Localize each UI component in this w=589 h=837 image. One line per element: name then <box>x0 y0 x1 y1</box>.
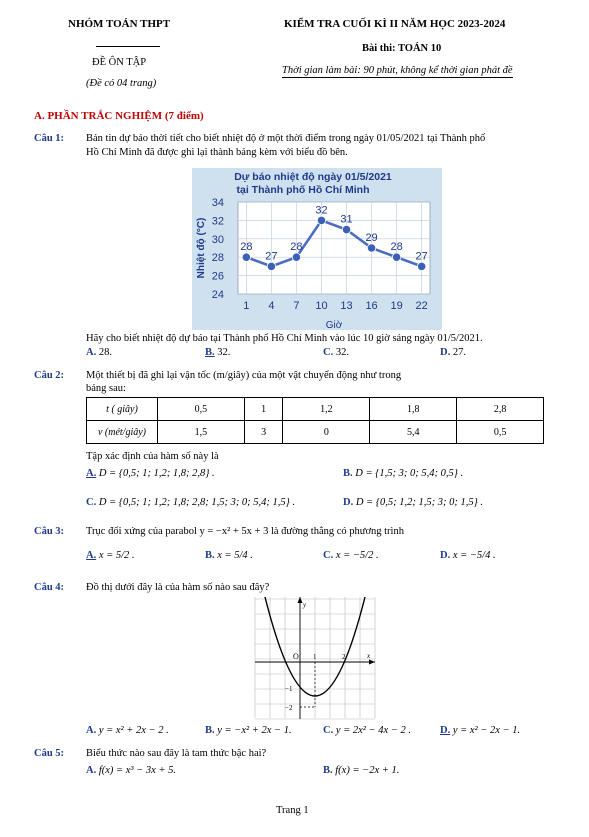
subject: Bài thi: TOÁN 10 <box>362 43 442 54</box>
page-number: Trang 1 <box>276 805 309 816</box>
q5-text: Biểu thức nào sau đây là tam thức bậc hai? <box>86 748 267 759</box>
q2-label: Câu 2: <box>34 370 65 381</box>
option-letter-correct: A. <box>86 550 97 561</box>
table-row <box>87 421 544 444</box>
option-text: D = {0,5; 1,2; 1,5; 3; 0; 1,5} . <box>355 497 484 508</box>
q2-option-c[interactable] <box>86 497 295 508</box>
option-letter: C. <box>323 347 334 358</box>
option-letter-correct: D. <box>440 725 451 736</box>
option-text: 32. <box>335 347 349 358</box>
table-cell: 3 <box>244 421 283 444</box>
y-tick-m2: −2 <box>285 704 293 712</box>
option-text: x = −5/2 . <box>335 550 379 561</box>
x-axis-title: Giờ <box>325 320 343 330</box>
q5-option-b[interactable] <box>323 765 399 776</box>
x-axis-label: x <box>367 652 371 660</box>
option-letter: B. <box>323 765 333 776</box>
x-tick-label: 1 <box>243 300 250 312</box>
option-letter: A. <box>86 765 97 776</box>
data-point <box>342 225 350 233</box>
option-letter: D. <box>440 550 451 561</box>
table-cell: 5,4 <box>370 421 457 444</box>
q2-text-line1: Một thiết bị đã ghi lại vận tốc (m/giây) của một vật chuyển động như trong <box>86 370 402 381</box>
q3-option-a[interactable] <box>86 550 135 561</box>
data-point <box>392 253 400 261</box>
option-text: y = x² + 2x − 2 . <box>98 725 169 736</box>
option-letter: B. <box>343 468 353 479</box>
data-label: 27 <box>265 250 278 263</box>
q4-option-a[interactable] <box>86 725 169 736</box>
data-label: 27 <box>415 250 428 263</box>
q5-option-a[interactable] <box>86 765 176 776</box>
table-cell: 0,5 <box>158 398 245 421</box>
data-label: 28 <box>390 241 403 254</box>
option-letter: D. <box>440 347 451 358</box>
org-name: NHÓM TOÁN THPT <box>68 18 171 30</box>
q5-label: Câu 5: <box>34 748 65 759</box>
option-text: f(x) = x³ − 3x + 5. <box>98 765 177 776</box>
q1-option-c[interactable] <box>323 347 349 358</box>
option-letter: C. <box>323 550 334 561</box>
q4-option-b[interactable] <box>205 725 292 736</box>
data-label: 31 <box>340 213 353 226</box>
chart-subtitle: tại Thành phố Hồ Chí Minh <box>236 184 370 196</box>
data-label: 29 <box>365 232 378 244</box>
option-text: D = {1,5; 3; 0; 5,4; 0,5} . <box>355 468 464 479</box>
chart-title: Dự báo nhiệt độ ngày 01/5/2021 <box>234 171 392 183</box>
option-text: D = {0,5; 1; 1,2; 1,8; 2,8} . <box>98 468 215 479</box>
x-axis-arrow <box>369 660 375 665</box>
x-tick-1: 1 <box>313 653 317 661</box>
option-text: 28. <box>98 347 112 358</box>
data-label: 28 <box>240 241 253 254</box>
x-tick-label: 22 <box>415 300 428 312</box>
table-cell: 2,8 <box>457 398 544 421</box>
option-text: 27. <box>452 347 466 358</box>
q2-option-a[interactable] <box>86 468 215 479</box>
option-text: y = −x² + 2x − 1. <box>217 725 292 736</box>
y-tick-label: 32 <box>211 215 224 228</box>
x-tick-label: 10 <box>315 300 328 312</box>
exam-title: KIỂM TRA CUỐI KÌ II NĂM HỌC 2023-2024 <box>284 18 506 30</box>
q2-option-b[interactable] <box>343 468 463 479</box>
q4-option-d[interactable] <box>440 725 520 736</box>
q4-text: Đồ thị dưới đây là của hàm số nào sau đây? <box>86 582 270 593</box>
parabola-graph <box>253 595 377 720</box>
option-text: y = x² − 2x − 1. <box>452 725 521 736</box>
y-tick-label: 30 <box>211 233 224 246</box>
q1-option-d[interactable] <box>440 347 466 358</box>
x-tick-label: 19 <box>390 300 403 312</box>
x-tick-2: 2 <box>342 653 346 661</box>
table-cell: 0 <box>283 421 370 444</box>
option-letter: A. <box>86 347 97 358</box>
y-tick-label: 28 <box>211 252 224 265</box>
y-axis-arrow <box>298 597 303 603</box>
option-letter-correct: A. <box>86 468 97 479</box>
header-divider <box>96 46 160 47</box>
doc-type: ĐỀ ÔN TẬP <box>92 57 147 68</box>
x-tick-label: 16 <box>365 300 378 312</box>
q3-option-b[interactable] <box>205 550 253 561</box>
section-a-title: A. PHẦN TRẮC NGHIỆM (7 điểm) <box>34 110 204 122</box>
option-letter: D. <box>343 497 354 508</box>
x-tick-label: 4 <box>268 300 275 312</box>
parabola-svg <box>253 595 377 720</box>
option-text: f(x) = −2x + 1. <box>335 765 400 776</box>
q1-text-line2: Hồ Chí Minh đã được ghi lại thành bảng kèm với biểu đồ bên. <box>86 147 348 158</box>
pages-note: (Đề có 04 trang) <box>86 78 157 89</box>
option-letter: B. <box>205 550 215 561</box>
q2-text-line2: bảng sau: <box>86 383 126 394</box>
q3-label: Câu 3: <box>34 526 65 537</box>
q1-option-b[interactable] <box>205 347 230 358</box>
option-text: x = 5/2 . <box>98 550 135 561</box>
option-text: 32. <box>217 347 231 358</box>
q1-option-a[interactable] <box>86 347 112 358</box>
option-letter: C. <box>86 497 97 508</box>
y-axis-title: Nhiệt độ (°C) <box>196 217 207 279</box>
x-tick-label: 13 <box>340 300 353 312</box>
data-point <box>417 262 425 270</box>
table-cell: 1 <box>244 398 283 421</box>
table-cell: 0,5 <box>457 421 544 444</box>
temperature-chart <box>192 168 442 330</box>
data-label: 28 <box>290 241 303 254</box>
table-cell: 1,5 <box>158 421 245 444</box>
data-point <box>242 253 250 261</box>
table-head: t ( giây) <box>87 398 158 421</box>
q3-option-d[interactable] <box>440 550 496 561</box>
q2-option-d[interactable] <box>343 497 483 508</box>
option-letter: B. <box>205 725 215 736</box>
y-tick-label: 24 <box>211 289 224 301</box>
y-tick-label: 34 <box>211 197 224 209</box>
time-note: Thời gian làm bài: 90 phút, không kể thời gian phát đề <box>282 65 513 76</box>
q4-option-c[interactable] <box>323 725 411 736</box>
q1-question: Hãy cho biết nhiệt độ dự báo tại Thành phố Hồ Chí Minh vào lúc 10 giờ sáng ngày 01/5/2021. <box>86 333 483 344</box>
q1-text-line1: Bản tin dự báo thời tiết cho biết nhiệt độ ở một thời điểm trong ngày 01/05/2021 tại Thành phố <box>86 133 486 144</box>
table-cell: 1,2 <box>283 398 370 421</box>
temperature-chart-svg <box>192 168 442 330</box>
data-point <box>267 262 275 270</box>
x-tick-label: 7 <box>293 300 300 312</box>
origin-label: O <box>293 652 299 661</box>
q3-option-c[interactable] <box>323 550 379 561</box>
option-text: x = 5/4 . <box>217 550 253 561</box>
q3-text: Trục đối xứng của parabol y = −x² + 5x + 3 là đường thẳng có phương trình <box>86 526 404 537</box>
velocity-table <box>86 397 544 444</box>
table-cell: 1,8 <box>370 398 457 421</box>
q4-label: Câu 4: <box>34 582 65 593</box>
y-tick-m1: −1 <box>285 685 293 693</box>
data-label: 32 <box>315 204 328 217</box>
data-point <box>292 253 300 261</box>
option-letter: A. <box>86 725 97 736</box>
option-text: x = −5/4 . <box>452 550 496 561</box>
table-row <box>87 398 544 421</box>
option-text: D = {0,5; 1; 1,2; 1,8; 2,8; 1,5; 3; 0; 5,4; 1,5} . <box>98 497 296 508</box>
y-axis-label: y <box>303 601 307 609</box>
data-point <box>317 216 325 224</box>
y-tick-label: 26 <box>211 270 224 283</box>
data-point <box>367 244 375 252</box>
option-letter: C. <box>323 725 334 736</box>
table-head: v (mét/giây) <box>87 421 158 444</box>
option-letter-correct: B. <box>205 347 215 358</box>
q2-question: Tập xác định của hàm số này là <box>86 451 219 462</box>
q1-label: Câu 1: <box>34 133 65 144</box>
option-text: y = 2x² − 4x − 2 . <box>335 725 411 736</box>
